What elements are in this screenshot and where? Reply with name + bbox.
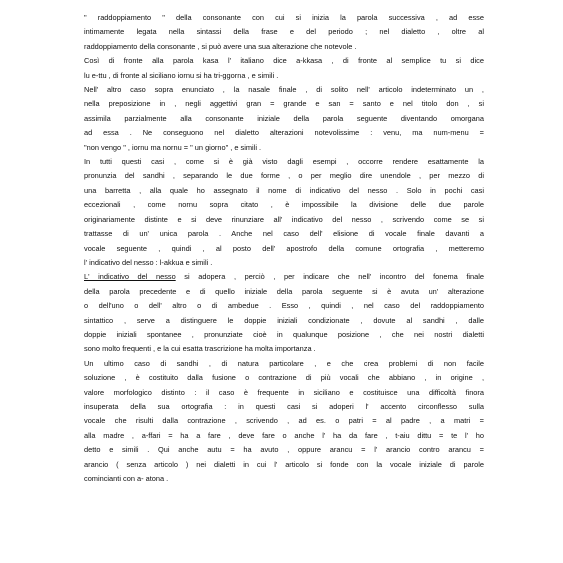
text-line: "non vengo " , iornu ma nornu = " un giorno" , e simili .	[84, 142, 262, 152]
text-line: arancio ( senza articolo ) nei dialetti in cui l' articolo si fonde con la vocale iniziale di parole	[84, 459, 484, 469]
text-line: " raddoppiamento " della consonante con cui si inizia la parola successiva , ad esse	[84, 13, 484, 22]
text-line: sintattico , serve a distinguere le doppie iniziali condizionate , dovute al sandhi , dalle	[84, 315, 484, 325]
text-line: Un ultimo caso di sandhi , di natura particolare , e che crea problemi di non facile	[84, 358, 484, 368]
text-line: vocale seguente , quindi , al posto dell' apostrofo della comune ortografia , metteremo	[84, 243, 484, 253]
underlined-line-rest: si adopera , perciò , per indicare che nell' incontro del fonema finale	[175, 272, 484, 282]
text-line: soluzione , è costituito dalla fusione o contrazione di più vocali che abbiano , in origine ,	[84, 373, 484, 383]
text-line: doppie iniziali spontanee , pronunziate cioè in qualunque posizione , che nei nostri dialetti	[84, 329, 484, 339]
text-line: l' indicativo del nesso : l-akkua e simili .	[84, 257, 213, 267]
text-line: pronunzia del sandhi , separando le due forme , o per meglio dire unendole , per mezzo di	[84, 171, 484, 181]
underlined-heading-line	[84, 270, 484, 284]
text-line: Nell' altro caso sopra enunciato , la nasale finale , di solito nell' articolo indeterminato un ,	[84, 85, 484, 95]
underlined-term: L' indicativo del nesso	[84, 272, 176, 282]
text-line: originariamente distinte e si deve rinunziare all' indicativo del nesso , scrivendo come se si	[84, 214, 484, 224]
text-line: insuperata della sua ortografia : in questi casi si adoperi l' accento circonflesso sulla	[84, 401, 484, 411]
text-line: una barretta , alla quale ho assegnato il nome di indicativo del nesso . Solo in pochi casi	[84, 185, 484, 195]
text-line: ad essa . Ne conseguono nel dialetto alterazioni notevolissime : venu, ma num-menu =	[84, 128, 484, 138]
text-line: lu e-ttu , di fronte al siciliano iornu si ha tri-ggorna , e simili .	[84, 70, 279, 80]
text-line: sono molto frequenti , e la cui esatta trascrizione ha molta importanza .	[84, 344, 316, 354]
text-line: eccezionali , come nornu sopra citato , è impossibile la divisione delle due parole	[84, 200, 484, 210]
text-line: assimila parzialmente alla consonante iniziale della parola seguente diventando omorgana	[84, 113, 484, 123]
text-line: alla madre , a-ffari = ha a fare , deve fare o anche l' ha da fare , t-aiu dittu = te l' ho	[84, 430, 484, 440]
text-line: In tutti questi casi , come si è già visto dagli esempi , occorre rendere esattamente la	[84, 157, 484, 167]
text-line: della parola precedente e di quello iniziale della parola seguente si è avuta un' alterazione	[84, 286, 484, 296]
text-line: o dell'uno o dell' altro o di ambedue . Esso , quindi , nel caso del raddoppiamento	[84, 301, 484, 311]
text-line: detto e simili . Qui anche autu = ha avuto , oppure arancu = l' arancio contro arancu =	[84, 445, 484, 455]
text-line: intimamente legata nella sintassi della frase e del periodo ; nel dialetto , oltre al	[84, 27, 484, 37]
body-text	[84, 11, 484, 486]
text-line: nella preposizione in , negli aggettivi gran = grande e san = santo e nel titolo don , si	[84, 99, 484, 109]
text-line: trattasse di un' unica parola . Anche nel caso dell' elisione di vocale finale davanti a	[84, 229, 484, 239]
text-line: comincianti con a- atona .	[84, 474, 169, 483]
text-line: vocale che risulti dalla contrazione , scrivendo , ad es. o patri = al padre , a matri =	[84, 416, 484, 426]
text-line: valore morfologico distinto : il caso è frequente in siciliano e costituisce una difficoltà finora	[84, 387, 484, 397]
text-line: Così di fronte alla parola kasa l' italiano dice a-kkasa , di fronte al semplice tu si dice	[84, 56, 484, 66]
text-line: raddoppiamento della consonante , si può avere una sua alterazione che notevole .	[84, 41, 357, 51]
